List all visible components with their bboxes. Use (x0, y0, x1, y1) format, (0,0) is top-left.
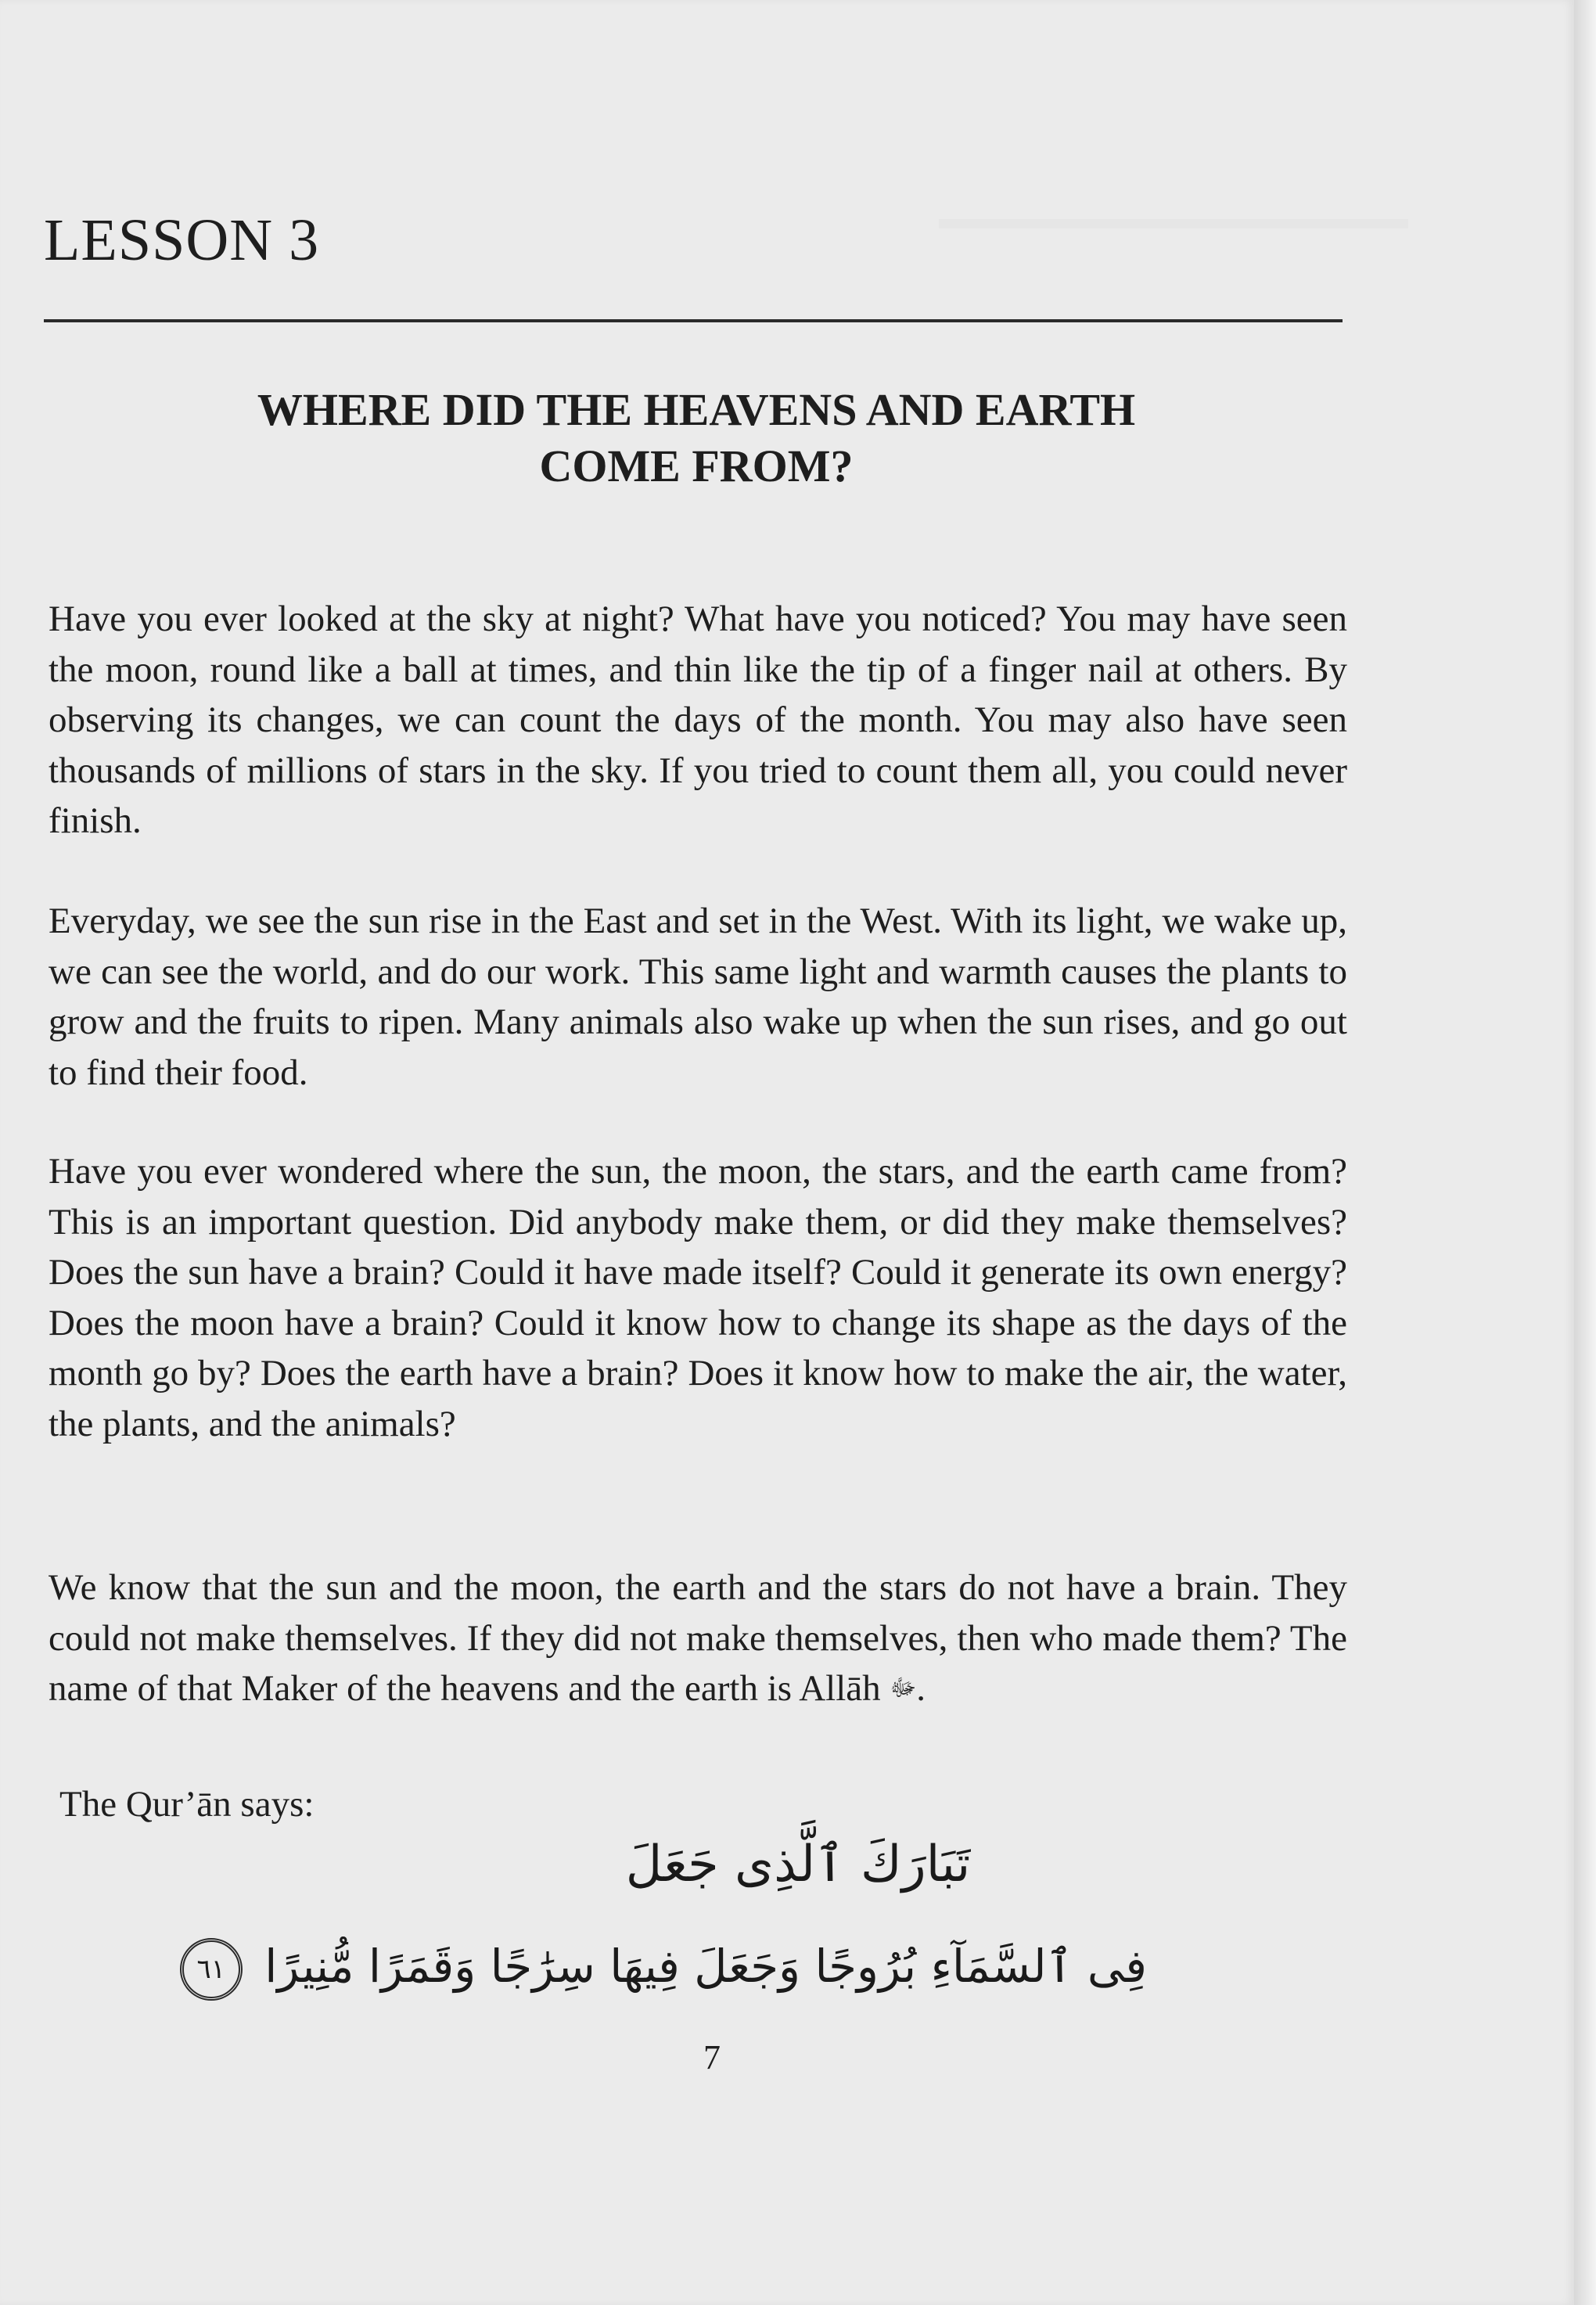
page-title (125, 382, 1267, 494)
arabic-verse-line-2-text: فِى ٱلسَّمَآءِ بُرُوجًا وَجَعَلَ فِيهَا سِرَٰجًا وَقَمَرًا مُّنِيرًا (264, 1940, 1147, 1993)
page-edge (1574, 0, 1596, 2305)
paragraph-questions: Have you ever wondered where the sun, the moon, the stars, and the earth came from? This is an important question. Did anybody make them, or did they make themselves? Does the sun have a brain? Could it have made itself? Could it generate its own energy? Does the moon have a brain? Could it know how to change its shape as the days of the month go by? Does the earth have a brain? Does it know how to make the air, the water, the plants, and the animals? (49, 1151, 1347, 1444)
ayah-number-marker: ٦١ (180, 1938, 243, 2001)
arabic-verse-line-1: تَبَارَكَ ٱلَّذِى جَعَلَ (625, 1836, 971, 1893)
lesson-label: LESSON 3 (44, 207, 320, 273)
heading-rule (44, 319, 1343, 322)
paragraph-night-sky: Have you ever looked at the sky at night? What have you noticed? You may have seen the moon, round like a ball at times, and thin like the tip of a finger nail at others. By observing its changes, we can count the days of the month. You may also have seen thousands of millions of stars in the sky. If you tried to count them all, you could never finish. (49, 599, 1347, 841)
honorific-symbol: ﷻ (890, 1674, 917, 1702)
arabic-verse-line-2 (196, 1931, 1147, 2001)
paragraph-sun: Everyday, we see the sun rise in the East and set in the West. With its light, we wake up, we can see the world, and do our work. This same light and warmth causes the plants to grow and the fruits to ripen. Many animals also wake up when the sun rises, and go out to find their food. (49, 901, 1347, 1093)
quran-intro: The Qur’ān says: (59, 1784, 315, 1825)
paragraph-maker (49, 1562, 1347, 1714)
paragraph-maker-end: . (916, 1668, 926, 1709)
page-title-line-2: COME FROM? (539, 441, 854, 491)
page-number: 7 (703, 2038, 721, 2077)
show-through-shade (939, 219, 1408, 228)
page-title-line-1: WHERE DID THE HEAVENS AND EARTH (257, 384, 1136, 435)
paragraph-maker-text: We know that the sun and the moon, the earth and the stars do not have a brain. They could not make themselves. If they did not make themselves, then who made them? The name of that Maker of the heavens and the earth is Allāh (49, 1567, 1347, 1709)
